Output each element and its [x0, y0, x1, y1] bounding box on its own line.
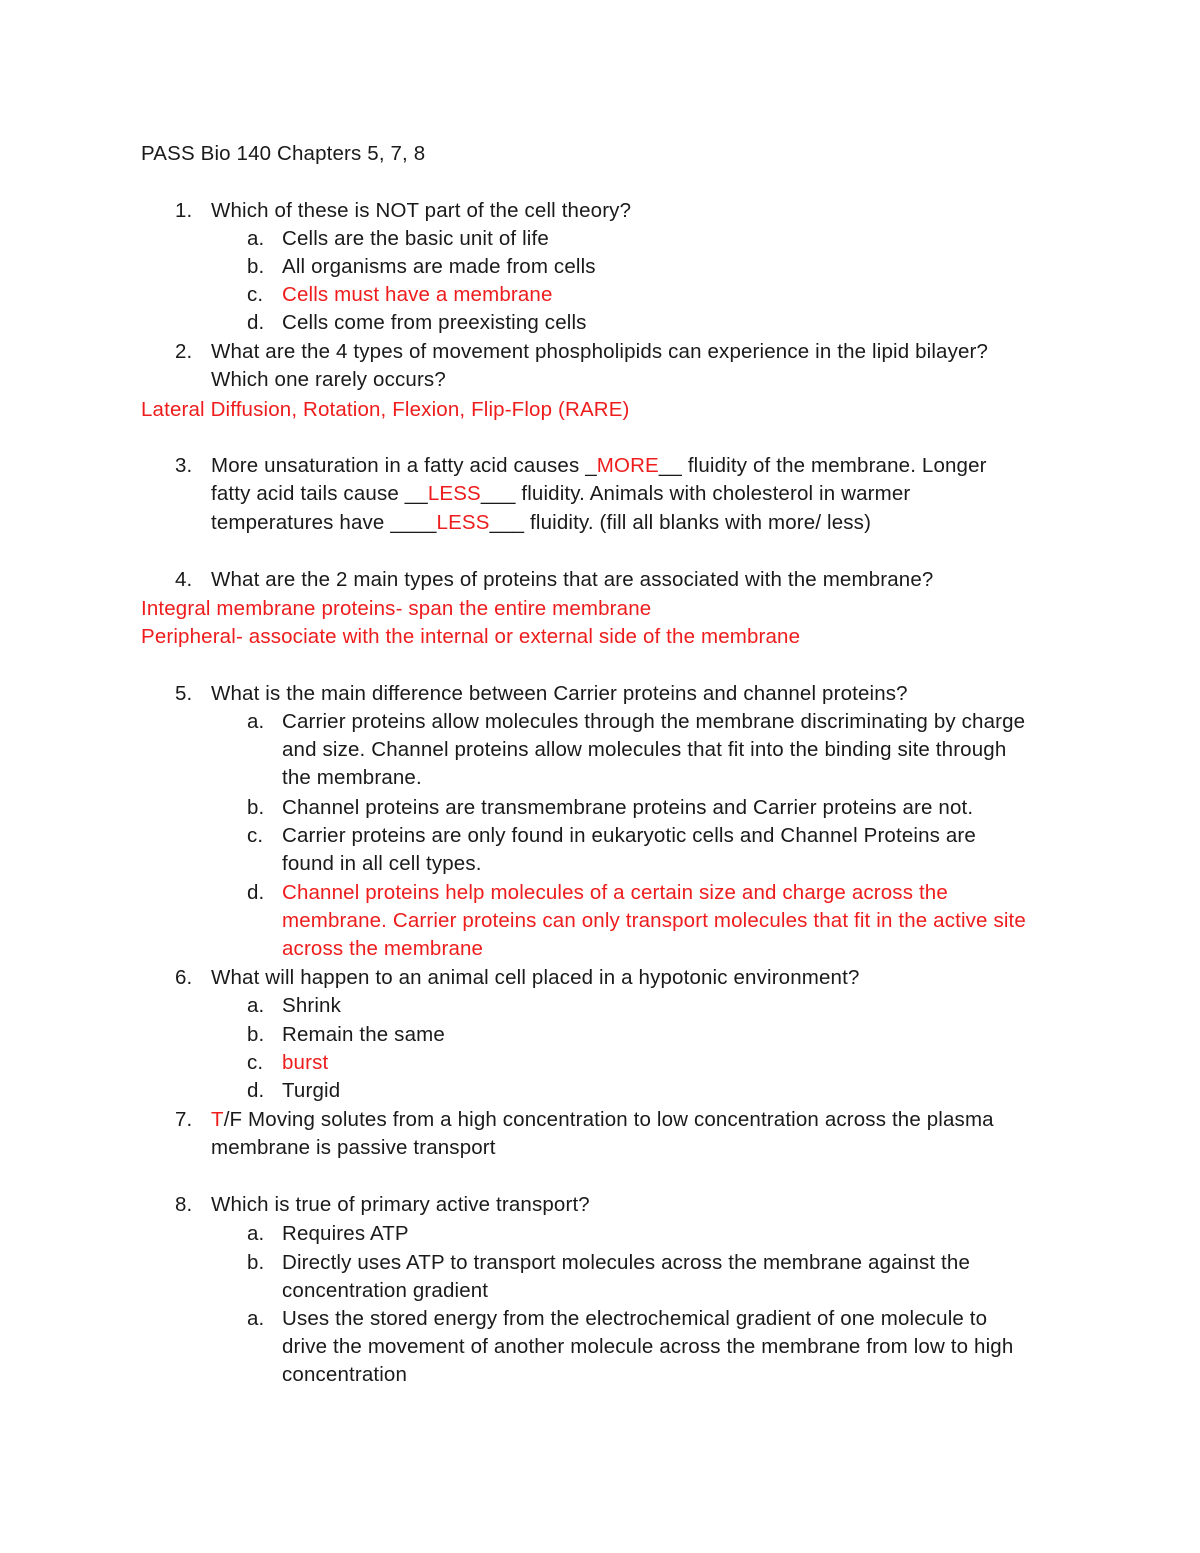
- question-number: 6.: [175, 966, 193, 989]
- option-text: Turgid: [282, 1079, 341, 1102]
- option-letter: c.: [247, 283, 264, 306]
- question-text: __ fluidity of the membrane. Longer: [658, 454, 987, 477]
- option-letter: c.: [247, 824, 264, 847]
- answer-blank: LESS: [427, 482, 481, 505]
- question-number: 7.: [175, 1108, 193, 1131]
- option-text: and size. Channel proteins allow molecules that fit into the binding site through: [282, 738, 1007, 761]
- question-number: 2.: [175, 340, 193, 363]
- question-number: 4.: [175, 568, 193, 591]
- question-text: Which is true of primary active transport?: [211, 1193, 590, 1216]
- option-text: Cells are the basic unit of life: [282, 227, 549, 250]
- answer-option-text: Cells must have a membrane: [282, 283, 553, 306]
- question-text: Which of these is NOT part of the cell theory?: [211, 199, 632, 222]
- question-line: [211, 452, 987, 480]
- option-text: Shrink: [282, 994, 342, 1017]
- answer-blank: LESS: [436, 511, 490, 534]
- question-text: More unsaturation in a fatty acid causes _: [211, 454, 597, 477]
- question-line: [211, 1106, 994, 1134]
- question-number: 5.: [175, 682, 193, 705]
- answer-true: T: [211, 1108, 224, 1131]
- question-text: What are the 2 main types of proteins that are associated with the membrane?: [211, 568, 934, 591]
- question-line: [211, 480, 910, 508]
- question-text: temperatures have ____: [211, 511, 437, 534]
- option-letter: a.: [247, 1222, 265, 1245]
- option-text: concentration: [282, 1363, 408, 1386]
- question-number: 3.: [175, 454, 193, 477]
- question-text: /F Moving solutes from a high concentration to low concentration across the plasma: [223, 1108, 994, 1131]
- option-text: Carrier proteins allow molecules through the membrane discriminating by charge: [282, 710, 1026, 733]
- answer-text: Lateral Diffusion, Rotation, Flexion, Flip-Flop (RARE): [141, 398, 630, 421]
- option-text: the membrane.: [282, 766, 422, 789]
- answer-option-text: across the membrane: [282, 937, 484, 960]
- option-letter: a.: [247, 1307, 265, 1330]
- option-text: Channel proteins are transmembrane proteins and Carrier proteins are not.: [282, 796, 974, 819]
- question-text: Which one rarely occurs?: [211, 368, 446, 391]
- option-letter: c.: [247, 1051, 264, 1074]
- question-number: 1.: [175, 199, 193, 222]
- option-letter: d.: [247, 311, 265, 334]
- answer-option-text: Channel proteins help molecules of a certain size and charge across the: [282, 881, 948, 904]
- answer-option-text: burst: [282, 1051, 329, 1074]
- option-text: Uses the stored energy from the electrochemical gradient of one molecule to: [282, 1307, 988, 1330]
- question-text: ___ fluidity. (fill all blanks with more/ less): [489, 511, 872, 534]
- option-letter: b.: [247, 255, 265, 278]
- option-text: Requires ATP: [282, 1222, 409, 1245]
- question-line: [211, 509, 871, 537]
- option-text: found in all cell types.: [282, 852, 482, 875]
- answer-text: Integral membrane proteins- span the entire membrane: [141, 597, 652, 620]
- question-number: 8.: [175, 1193, 193, 1216]
- answer-blank: MORE: [596, 454, 659, 477]
- question-text: ___ fluidity. Animals with cholesterol in warmer: [480, 482, 911, 505]
- option-letter: a.: [247, 994, 265, 1017]
- option-letter: b.: [247, 796, 265, 819]
- answer-text: Peripheral- associate with the internal or external side of the membrane: [141, 625, 801, 648]
- option-letter: b.: [247, 1023, 265, 1046]
- question-text: What are the 4 types of movement phospholipids can experience in the lipid bilayer?: [211, 340, 989, 363]
- answer-option-text: membrane. Carrier proteins can only transport molecules that fit in the active site: [282, 909, 1026, 932]
- option-text: All organisms are made from cells: [282, 255, 596, 278]
- option-letter: d.: [247, 1079, 265, 1102]
- option-text: Directly uses ATP to transport molecules across the membrane against the: [282, 1251, 970, 1274]
- option-text: Remain the same: [282, 1023, 445, 1046]
- document-title: PASS Bio 140 Chapters 5, 7, 8: [141, 142, 426, 165]
- option-letter: b.: [247, 1251, 265, 1274]
- question-text: membrane is passive transport: [211, 1136, 496, 1159]
- option-text: Carrier proteins are only found in eukaryotic cells and Channel Proteins are: [282, 824, 976, 847]
- option-letter: a.: [247, 227, 265, 250]
- option-letter: a.: [247, 710, 265, 733]
- option-letter: d.: [247, 881, 265, 904]
- option-text: Cells come from preexisting cells: [282, 311, 587, 334]
- question-text: fatty acid tails cause __: [211, 482, 428, 505]
- question-text: What is the main difference between Carrier proteins and channel proteins?: [211, 682, 908, 705]
- option-text: concentration gradient: [282, 1279, 489, 1302]
- question-text: What will happen to an animal cell placed in a hypotonic environment?: [211, 966, 860, 989]
- option-text: drive the movement of another molecule across the membrane from low to high: [282, 1335, 1014, 1358]
